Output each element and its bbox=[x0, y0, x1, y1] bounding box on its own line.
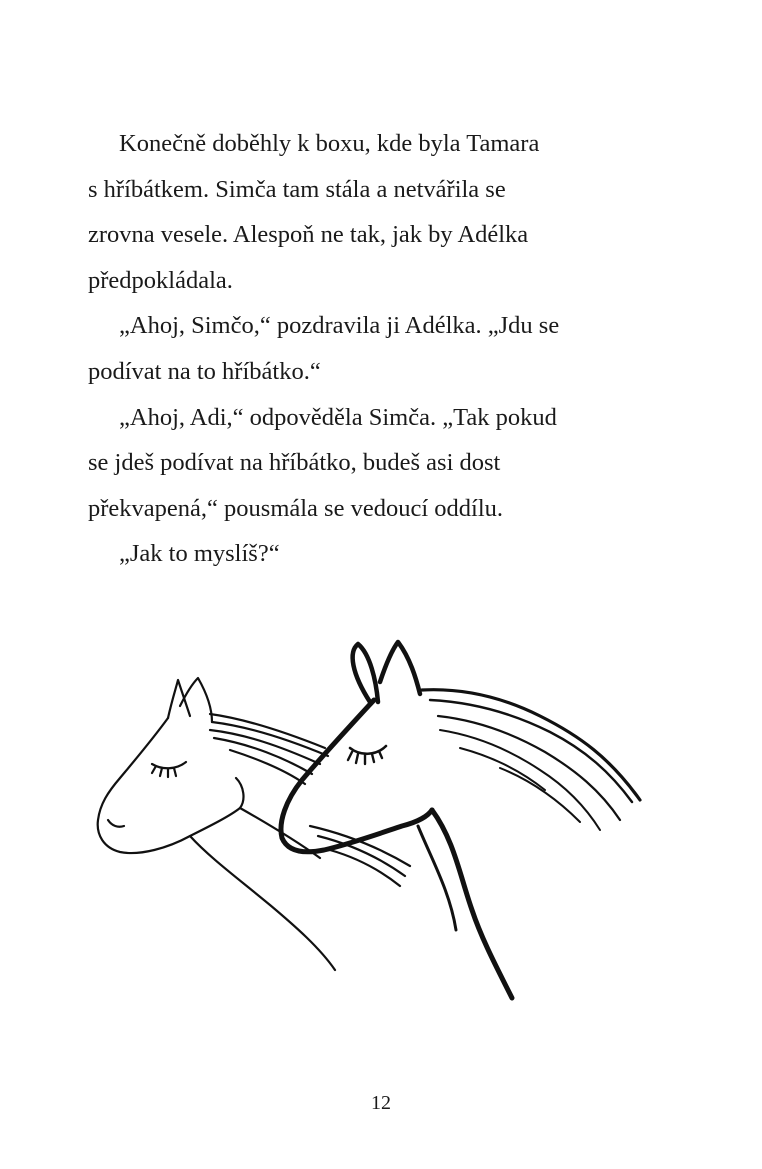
text-line: překvapená,“ pousmála se vedoucí oddílu. bbox=[88, 494, 504, 522]
text-line: „Ahoj, Adi,“ odpověděla Simča. „Tak pokud bbox=[119, 403, 557, 431]
large-horse-drawing bbox=[281, 642, 640, 998]
text-line: „Jak to myslíš?“ bbox=[119, 540, 280, 568]
body-text bbox=[88, 121, 648, 577]
text-line: předpokládala. bbox=[88, 266, 233, 294]
small-horse-drawing bbox=[98, 678, 410, 970]
two-horses-icon bbox=[80, 630, 660, 1010]
text-line: zrovna vesele. Alespoň ne tak, jak by Adélka bbox=[88, 221, 529, 249]
text-line: podívat na to hříbátko.“ bbox=[88, 357, 321, 385]
text-line: s hříbátkem. Simča tam stála a netvářila se bbox=[88, 175, 506, 203]
text-line: „Ahoj, Simčo,“ pozdravila ji Adélka. „Jdu se bbox=[119, 312, 560, 340]
text-line: se jdeš podívat na hříbátko, budeš asi dost bbox=[88, 449, 501, 477]
page-number: 12 bbox=[371, 1092, 391, 1114]
text-line: Konečně doběhly k boxu, kde byla Tamara bbox=[119, 130, 540, 157]
